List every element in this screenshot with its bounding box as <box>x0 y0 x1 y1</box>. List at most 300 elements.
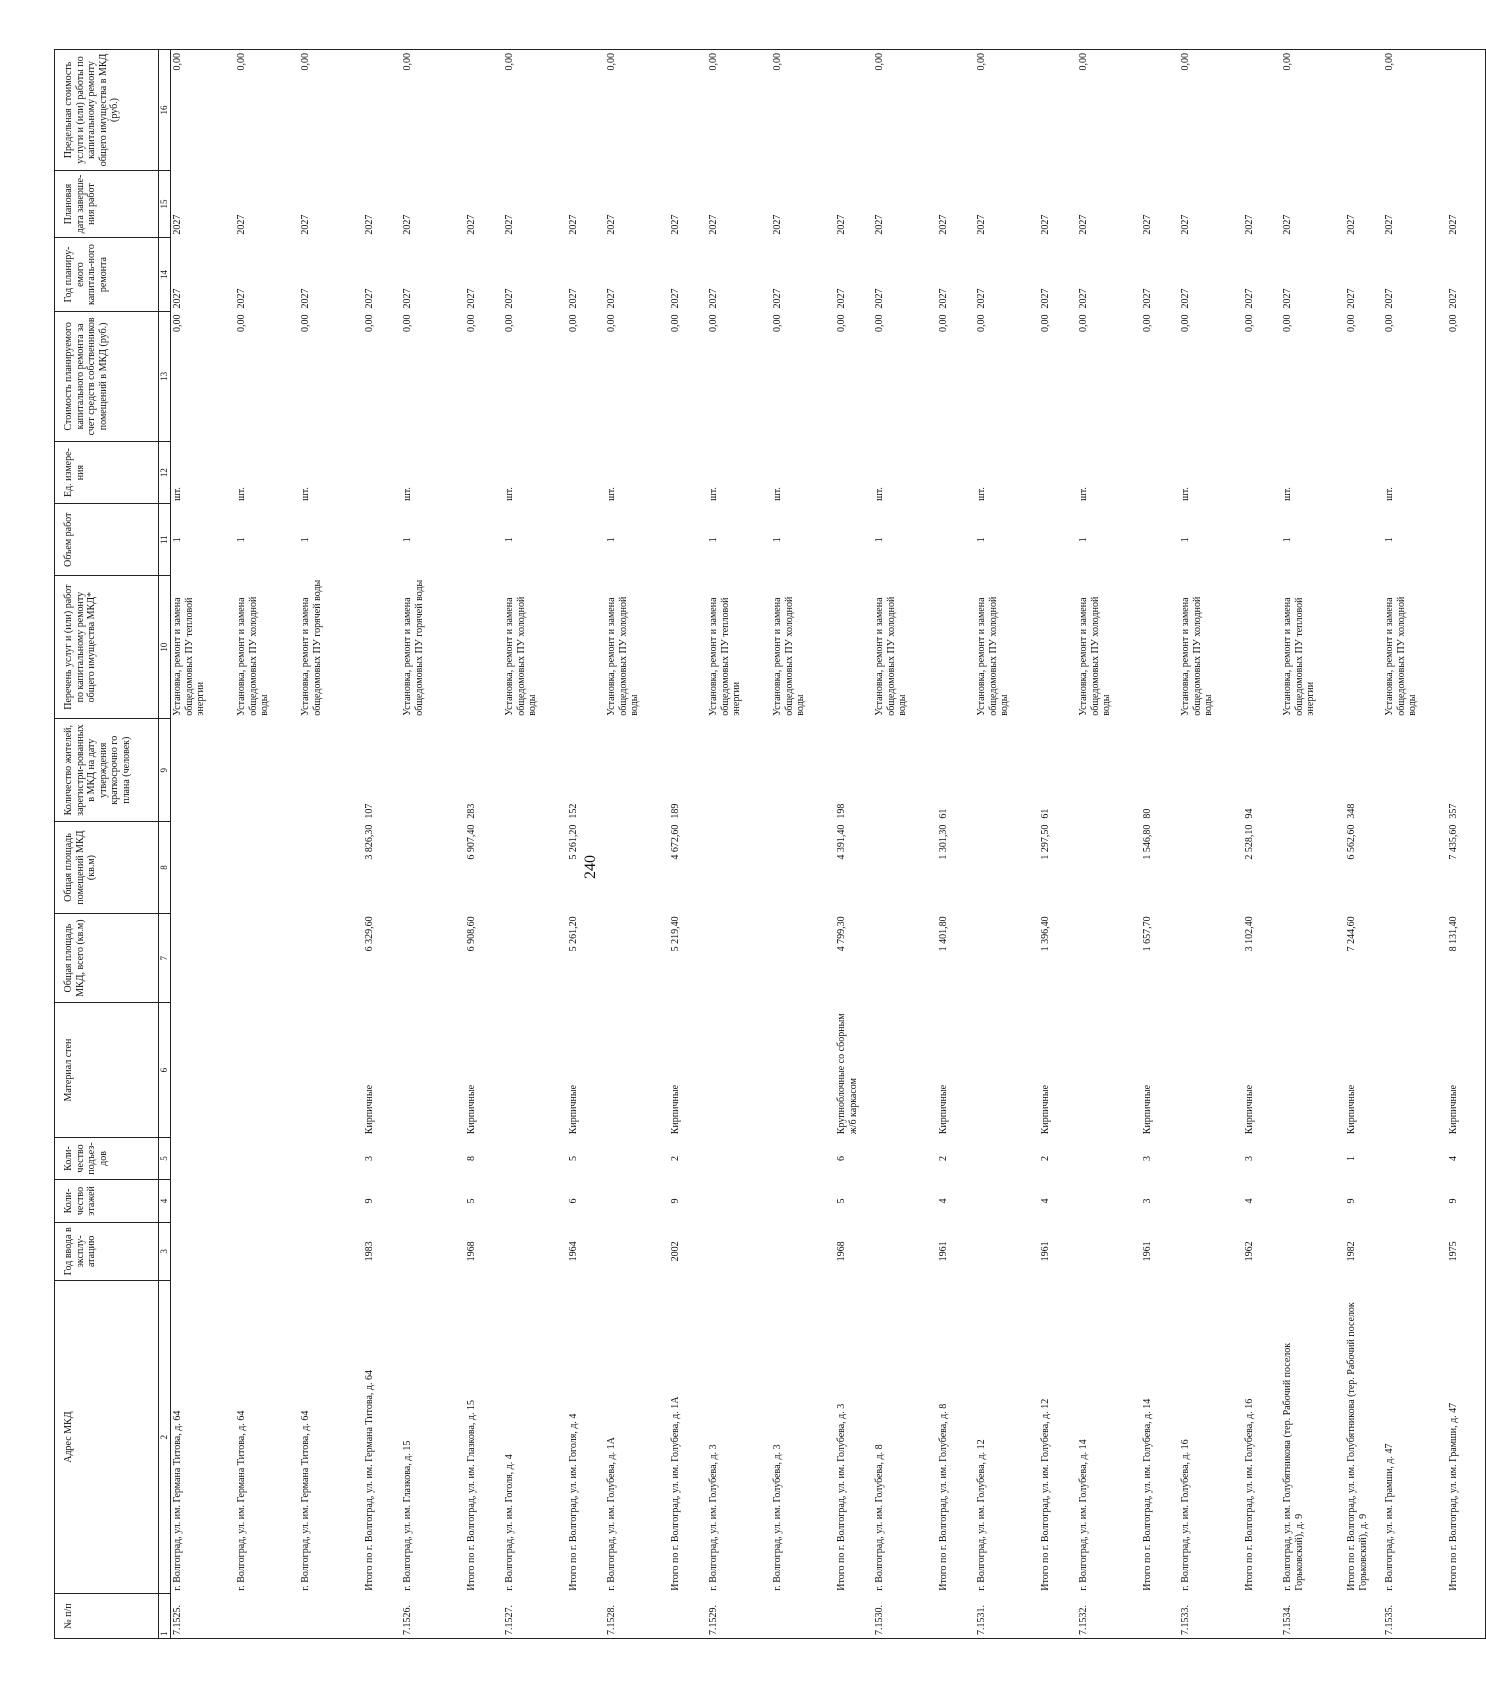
cell-address: г. Волгоград, ул. им. Голубева, д. 3 <box>708 1444 719 1591</box>
cell-unit: шт. <box>606 487 617 501</box>
cell-year <box>975 1222 1039 1280</box>
cell-unit: шт. <box>874 487 885 501</box>
cell-work: Установка, ремонт и замена общедомовых ПУ холодной воды <box>236 596 270 716</box>
cell-year: 1968 <box>836 1241 847 1262</box>
column-number: 10 <box>159 576 171 719</box>
cell-residents: 189 <box>670 803 681 819</box>
cell-material <box>1179 1003 1243 1137</box>
cell-cost: 0,00 <box>1244 314 1255 332</box>
cell-residents: 94 <box>1244 808 1255 819</box>
cell-plan-year: 2027 <box>1346 288 1357 309</box>
cell-material <box>771 1003 835 1137</box>
cell-cost: 0,00 <box>1142 314 1153 332</box>
cell-work: Установка, ремонт и замена общедомовых ПУ холодной воды <box>1180 596 1214 716</box>
column-number: 5 <box>159 1137 171 1180</box>
cell-cost: 0,00 <box>670 314 681 332</box>
cell-material <box>235 1003 299 1137</box>
header-col-6: Материал стен <box>55 1003 159 1137</box>
cell-end-date: 2027 <box>402 214 413 235</box>
cell-year: 1961 <box>1142 1241 1153 1262</box>
cell-year <box>299 1222 363 1280</box>
cell-entrances <box>707 1137 771 1180</box>
column-number: 12 <box>159 441 171 504</box>
cell-address: Итого по г. Волгоград, ул. им. Грамши, д. 47 <box>1448 1402 1459 1591</box>
cell-end-date: 2027 <box>300 214 311 235</box>
table-row <box>975 50 1039 1639</box>
cell-area-rooms <box>503 822 567 914</box>
cell-plan-year: 2027 <box>1384 288 1395 309</box>
cell-entrances <box>1179 1137 1243 1180</box>
cell-end-date: 2027 <box>1180 214 1191 235</box>
cell-residents: 283 <box>466 803 477 819</box>
cell-material: Кирпичные <box>1448 1084 1459 1135</box>
cell-entrances: 4 <box>1448 1155 1459 1161</box>
header-col-7: Общая площадь МКД, всего (кв.м) <box>55 913 159 1003</box>
cell-floors: 4 <box>938 1198 949 1204</box>
cell-floors <box>1179 1180 1243 1223</box>
cell-floors <box>605 1180 669 1223</box>
cell-volume: 1 <box>1180 537 1191 543</box>
cell-area-total: 1 657,70 <box>1142 916 1153 952</box>
cell-unit <box>1141 441 1179 504</box>
cell-entrances <box>1077 1137 1141 1180</box>
cell-n <box>771 1594 835 1639</box>
cell-year <box>1281 1222 1345 1280</box>
column-number: 4 <box>159 1180 171 1223</box>
cell-residents: 61 <box>1040 808 1051 819</box>
column-number: 2 <box>159 1280 171 1593</box>
cell-unit <box>363 441 401 504</box>
cell-cost: 0,00 <box>1180 314 1191 332</box>
cell-volume <box>363 504 401 576</box>
cell-residents <box>605 719 669 822</box>
cell-area-total: 5 261,20 <box>568 916 579 952</box>
cell-year <box>707 1222 771 1280</box>
cell-area-rooms <box>1179 822 1243 914</box>
cell-work <box>1243 576 1281 719</box>
cell-end-date: 2027 <box>1078 214 1089 235</box>
cell-residents: 61 <box>938 808 949 819</box>
header-col-3: Год ввода в эксплу-атацию <box>55 1222 159 1280</box>
cell-end-date: 2027 <box>364 214 375 235</box>
cell-floors: 5 <box>466 1198 477 1204</box>
cell-entrances <box>171 1137 236 1180</box>
cell-year: 1962 <box>1244 1241 1255 1262</box>
cell-cost: 0,00 <box>364 314 375 332</box>
cell-unit: шт. <box>976 487 987 501</box>
cell-area-rooms <box>707 822 771 914</box>
column-number: 15 <box>159 170 171 237</box>
cell-address: Итого по г. Волгоград, ул. им. Глазкова, д. 15 <box>466 1399 477 1591</box>
cell-volume <box>1039 504 1077 576</box>
cell-residents: 348 <box>1346 803 1357 819</box>
cell-unit: шт. <box>772 487 783 501</box>
cell-volume: 1 <box>606 537 617 543</box>
cell-residents <box>401 719 465 822</box>
cell-floors: 4 <box>1040 1198 1051 1204</box>
cell-n: 7.1529. <box>708 1605 719 1635</box>
cell-year: 1961 <box>1040 1241 1051 1262</box>
cell-area-rooms <box>873 822 937 914</box>
cell-floors <box>171 1180 236 1223</box>
header-col-14: Год планиру-емого капиталь-ного ремонта <box>55 238 159 312</box>
cell-volume <box>937 504 975 576</box>
cell-limit <box>835 50 873 171</box>
header-col-10: Перечень услуг и (или) работ по капитальному ремонту общего имущества МКД* <box>55 576 159 719</box>
cell-address: Итого по г. Волгоград, ул. им. Голубева, д. 12 <box>1040 1398 1051 1591</box>
cell-n: 7.1528. <box>606 1605 617 1635</box>
cell-entrances <box>771 1137 835 1180</box>
cell-floors <box>771 1180 835 1223</box>
cell-unit <box>1447 441 1486 504</box>
cell-area-total: 4 799,30 <box>836 916 847 952</box>
cell-area-total: 5 219,40 <box>670 916 681 952</box>
cell-plan-year: 2027 <box>938 288 949 309</box>
cell-area-rooms: 5 261,20 <box>568 824 579 860</box>
cell-area-rooms <box>771 822 835 914</box>
cell-cost: 0,00 <box>606 314 617 332</box>
cell-plan-year: 2027 <box>606 288 617 309</box>
cell-limit: 0,00 <box>1180 53 1191 71</box>
cell-n: 7.1527. <box>504 1605 515 1635</box>
column-number: 13 <box>159 311 171 441</box>
cell-limit <box>1039 50 1077 171</box>
cell-floors: 5 <box>836 1198 847 1204</box>
cell-cost: 0,00 <box>708 314 719 332</box>
cell-year <box>1383 1222 1447 1280</box>
cell-work <box>937 576 975 719</box>
cell-n <box>669 1594 707 1639</box>
cell-year <box>1077 1222 1141 1280</box>
cell-residents <box>1281 719 1345 822</box>
cell-unit <box>1039 441 1077 504</box>
cell-residents <box>1179 719 1243 822</box>
cell-year: 1961 <box>938 1241 949 1262</box>
cell-year <box>1179 1222 1243 1280</box>
table-row <box>171 50 236 1639</box>
cell-area-total: 1 396,40 <box>1040 916 1051 952</box>
cell-entrances: 3 <box>1244 1155 1255 1161</box>
cell-entrances <box>605 1137 669 1180</box>
cell-year <box>235 1222 299 1280</box>
cell-material <box>1281 1003 1345 1137</box>
cell-entrances <box>975 1137 1039 1180</box>
cell-cost: 0,00 <box>1384 314 1395 332</box>
cell-limit <box>1141 50 1179 171</box>
cell-year <box>401 1222 465 1280</box>
cell-n <box>465 1594 503 1639</box>
cell-address: г. Волгоград, ул. им. Голубятникова (тер. Рабочий поселок Горьковский), д. 9 <box>1282 1342 1305 1591</box>
header-col-2: Адрес МКД <box>55 1280 159 1593</box>
cell-floors: 9 <box>364 1198 375 1204</box>
cell-n <box>1243 1594 1281 1639</box>
cell-work <box>465 576 503 719</box>
cell-volume: 1 <box>236 537 247 543</box>
table-row <box>503 50 567 1639</box>
cell-work: Установка, ремонт и замена общедомовых ПУ холодной воды <box>606 596 640 716</box>
cell-work <box>1345 576 1383 719</box>
cell-entrances: 3 <box>364 1155 375 1161</box>
column-number: 6 <box>159 1003 171 1137</box>
cell-residents <box>975 719 1039 822</box>
cell-work <box>1447 576 1486 719</box>
cell-volume <box>465 504 503 576</box>
cell-year <box>171 1222 236 1280</box>
cell-limit: 0,00 <box>172 53 183 71</box>
cell-area-total <box>1077 913 1141 1003</box>
table-row <box>1077 50 1141 1639</box>
cell-residents: 80 <box>1142 808 1153 819</box>
cell-volume <box>835 504 873 576</box>
cell-plan-year: 2027 <box>772 288 783 309</box>
cell-area-rooms: 2 528,10 <box>1244 824 1255 860</box>
cell-entrances <box>503 1137 567 1180</box>
document-table-rotated <box>54 49 1459 1639</box>
cell-area-rooms <box>605 822 669 914</box>
cell-plan-year: 2027 <box>1282 288 1293 309</box>
cell-cost: 0,00 <box>1040 314 1051 332</box>
cell-work: Установка, ремонт и замена общедомовых ПУ горячей воды <box>300 579 323 716</box>
cell-n <box>1345 1594 1383 1639</box>
cell-limit <box>1243 50 1281 171</box>
cell-area-total: 3 102,40 <box>1244 916 1255 952</box>
cell-area-total: 1 401,80 <box>938 916 949 952</box>
cell-end-date: 2027 <box>172 214 183 235</box>
cell-address: г. Волгоград, ул. им. Голубева, д. 8 <box>874 1444 885 1591</box>
cell-work: Установка, ремонт и замена общедомовых ПУ холодной воды <box>976 596 1010 716</box>
table-total-row <box>937 50 975 1639</box>
cell-address: Итого по г. Волгоград, ул. им. Гоголя, д. 4 <box>568 1413 579 1591</box>
cell-limit: 0,00 <box>1282 53 1293 71</box>
cell-plan-year: 2027 <box>568 288 579 309</box>
cell-end-date: 2027 <box>466 214 477 235</box>
cell-plan-year: 2027 <box>466 288 477 309</box>
cell-area-total <box>171 913 236 1003</box>
cell-plan-year: 2027 <box>1448 288 1459 309</box>
cell-entrances: 2 <box>1040 1155 1051 1161</box>
cell-address: Итого по г. Волгоград, ул. им. Голубева, д. 14 <box>1142 1398 1153 1591</box>
cell-limit <box>1345 50 1383 171</box>
cell-unit: шт. <box>1282 487 1293 501</box>
cell-limit: 0,00 <box>1078 53 1089 71</box>
header-col-12: Ед. измере-ния <box>55 441 159 504</box>
cell-end-date: 2027 <box>236 214 247 235</box>
cell-unit <box>1345 441 1383 504</box>
cell-area-total <box>873 913 937 1003</box>
cell-end-date: 2027 <box>1244 214 1255 235</box>
cell-residents <box>873 719 937 822</box>
cell-unit: шт. <box>708 487 719 501</box>
cell-work: Установка, ремонт и замена общедомовых ПУ холодной воды <box>1078 596 1112 716</box>
cell-year: 1983 <box>364 1241 375 1262</box>
cell-entrances: 3 <box>1142 1155 1153 1161</box>
cell-area-total <box>299 913 363 1003</box>
table-row <box>707 50 771 1639</box>
cell-area-total <box>503 913 567 1003</box>
cell-n <box>567 1594 605 1639</box>
cell-unit: шт. <box>1180 487 1191 501</box>
cell-unit <box>1243 441 1281 504</box>
cell-end-date: 2027 <box>1384 214 1395 235</box>
cell-work: Установка, ремонт и замена общедомовых ПУ тепловой энергии <box>172 597 206 716</box>
cell-volume: 1 <box>1282 537 1293 543</box>
cell-entrances: 6 <box>836 1155 847 1161</box>
cell-unit <box>835 441 873 504</box>
cell-plan-year: 2027 <box>1078 288 1089 309</box>
cell-area-total <box>401 913 465 1003</box>
cell-area-rooms <box>975 822 1039 914</box>
cell-floors <box>1383 1180 1447 1223</box>
header-col-16: Предельная стоимость услуги и (или) работы по капитальному ремонту общего имущества в МКД (руб.) <box>55 50 159 171</box>
cell-year: 2002 <box>670 1241 681 1262</box>
table-row <box>873 50 937 1639</box>
column-number: 16 <box>159 50 171 171</box>
cell-area-total: 6 329,60 <box>364 916 375 952</box>
cell-entrances: 2 <box>938 1155 949 1161</box>
capital-repair-table <box>54 49 1486 1639</box>
header-col-5: Коли-чество подъез-дов <box>55 1137 159 1180</box>
cell-residents <box>299 719 363 822</box>
cell-address: г. Волгоград, ул. им. Голубева, д. 3 <box>772 1444 783 1591</box>
column-number-row <box>159 50 171 1639</box>
cell-material <box>873 1003 937 1137</box>
cell-unit <box>465 441 503 504</box>
cell-work: Установка, ремонт и замена общедомовых ПУ холодной воды <box>504 596 538 716</box>
header-col-13: Стоимость планируемого капитального ремонта за счет средств собственников помещений в МКД (руб.) <box>55 311 159 441</box>
cell-n: 7.1526. <box>402 1605 413 1635</box>
table-total-row <box>835 50 873 1639</box>
cell-n <box>835 1594 873 1639</box>
column-number: 14 <box>159 238 171 312</box>
cell-year <box>503 1222 567 1280</box>
cell-floors: 3 <box>1142 1198 1153 1204</box>
cell-end-date: 2027 <box>1448 214 1459 235</box>
cell-end-date: 2027 <box>504 214 515 235</box>
table-row <box>771 50 835 1639</box>
cell-material: Крупноблочные со сборным ж/б каркасом <box>836 1013 859 1135</box>
cell-area-rooms <box>1077 822 1141 914</box>
header-col-15: Плановая дата заверше-ния работ <box>55 170 159 237</box>
cell-cost: 0,00 <box>976 314 987 332</box>
cell-floors <box>235 1180 299 1223</box>
table-row <box>401 50 465 1639</box>
cell-address: г. Волгоград, ул. им. Голубева, д. 16 <box>1180 1439 1191 1591</box>
cell-material <box>605 1003 669 1137</box>
cell-area-total <box>1383 913 1447 1003</box>
cell-residents <box>1383 719 1447 822</box>
header-col-11: Объем работ <box>55 504 159 576</box>
cell-area-rooms <box>1281 822 1345 914</box>
cell-volume: 1 <box>874 537 885 543</box>
cell-material <box>171 1003 236 1137</box>
cell-limit: 0,00 <box>504 53 515 71</box>
table-row <box>605 50 669 1639</box>
cell-area-rooms: 1 301,30 <box>938 824 949 860</box>
table-body <box>171 50 1486 1639</box>
cell-residents: 198 <box>836 803 847 819</box>
cell-limit <box>465 50 503 171</box>
cell-residents <box>707 719 771 822</box>
column-number: 9 <box>159 719 171 822</box>
cell-end-date: 2027 <box>938 214 949 235</box>
cell-area-total <box>1281 913 1345 1003</box>
cell-entrances: 5 <box>568 1155 579 1161</box>
cell-volume: 1 <box>708 537 719 543</box>
table-total-row <box>465 50 503 1639</box>
cell-plan-year: 2027 <box>364 288 375 309</box>
cell-work: Установка, ремонт и замена общедомовых ПУ тепловой энергии <box>708 597 742 716</box>
cell-volume: 1 <box>504 537 515 543</box>
cell-cost: 0,00 <box>172 314 183 332</box>
cell-limit: 0,00 <box>708 53 719 71</box>
cell-cost: 0,00 <box>1448 314 1459 332</box>
cell-plan-year: 2027 <box>708 288 719 309</box>
cell-end-date: 2027 <box>772 214 783 235</box>
column-number: 7 <box>159 913 171 1003</box>
cell-cost: 0,00 <box>504 314 515 332</box>
cell-cost: 0,00 <box>836 314 847 332</box>
cell-limit: 0,00 <box>606 53 617 71</box>
cell-floors <box>1281 1180 1345 1223</box>
cell-area-total <box>605 913 669 1003</box>
cell-cost: 0,00 <box>772 314 783 332</box>
cell-address: г. Волгоград, ул. им. Глазкова, д. 15 <box>402 1440 413 1591</box>
cell-cost: 0,00 <box>874 314 885 332</box>
cell-residents: 152 <box>568 803 579 819</box>
cell-unit: шт. <box>504 487 515 501</box>
cell-material: Кирпичные <box>1346 1084 1357 1135</box>
cell-n <box>363 1594 401 1639</box>
cell-cost: 0,00 <box>402 314 413 332</box>
cell-area-rooms <box>171 822 236 914</box>
cell-year: 1975 <box>1448 1241 1459 1262</box>
cell-n <box>1447 1594 1486 1639</box>
cell-plan-year: 2027 <box>1180 288 1191 309</box>
table-total-row <box>1141 50 1179 1639</box>
cell-limit: 0,00 <box>1384 53 1395 71</box>
cell-limit: 0,00 <box>402 53 413 71</box>
cell-entrances <box>873 1137 937 1180</box>
cell-n <box>1141 1594 1179 1639</box>
cell-unit <box>567 441 605 504</box>
table-row <box>1383 50 1447 1639</box>
cell-work: Установка, ремонт и замена общедомовых ПУ холодной воды <box>772 596 806 716</box>
table-total-row <box>1039 50 1077 1639</box>
cell-volume: 1 <box>172 537 183 543</box>
cell-n <box>235 1594 299 1639</box>
cell-n: 7.1530. <box>874 1605 885 1635</box>
cell-floors <box>503 1180 567 1223</box>
cell-entrances <box>235 1137 299 1180</box>
cell-area-total: 8 131,40 <box>1448 916 1459 952</box>
cell-floors <box>1077 1180 1141 1223</box>
cell-end-date: 2027 <box>1282 214 1293 235</box>
cell-limit <box>363 50 401 171</box>
cell-limit <box>567 50 605 171</box>
cell-volume <box>567 504 605 576</box>
cell-unit <box>669 441 707 504</box>
cell-floors: 9 <box>1448 1198 1459 1204</box>
table-row <box>235 50 299 1639</box>
cell-cost: 0,00 <box>1346 314 1357 332</box>
cell-address: Итого по г. Волгоград, ул. им. Голубева, д. 16 <box>1244 1398 1255 1591</box>
table-total-row <box>1345 50 1383 1639</box>
cell-year <box>771 1222 835 1280</box>
cell-address: г. Волгоград, ул. им. Голубева, д. 12 <box>976 1439 987 1591</box>
cell-address: Итого по г. Волгоград, ул. им. Голубева, д. 1А <box>670 1396 681 1591</box>
cell-material: Кирпичные <box>1040 1084 1051 1135</box>
cell-volume: 1 <box>402 537 413 543</box>
